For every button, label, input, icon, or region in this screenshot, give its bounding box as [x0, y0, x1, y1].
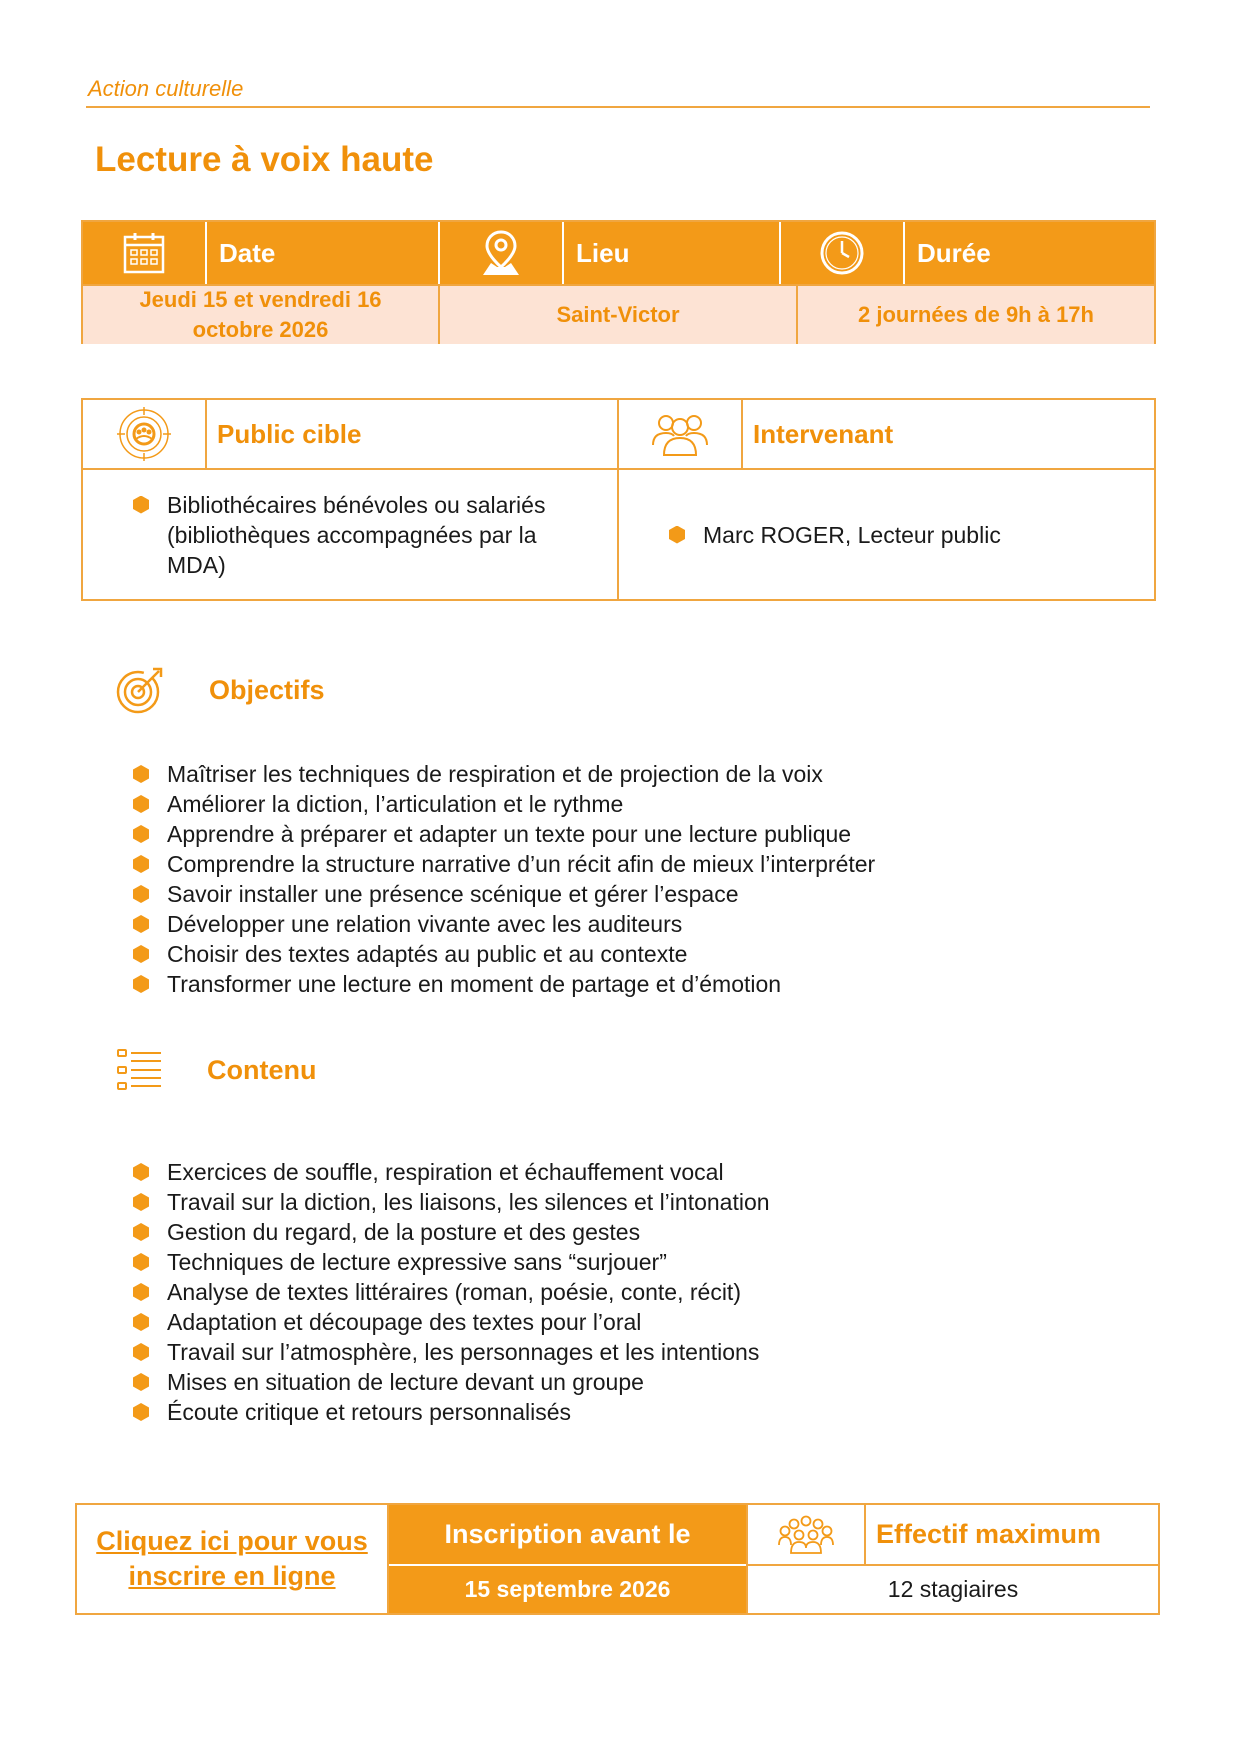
list-item	[133, 939, 875, 969]
hexagon-bullet-icon	[133, 1403, 149, 1421]
registration-link-cell	[77, 1505, 389, 1613]
hexagon-bullet-icon	[133, 496, 149, 514]
duree-value: 2 journées de 9h à 17h	[858, 302, 1094, 327]
hexagon-bullet-icon	[133, 1163, 149, 1181]
date-label: Date	[207, 222, 440, 284]
online-registration-link[interactable]	[96, 1524, 368, 1594]
inscription-deadline-cell	[389, 1505, 746, 1613]
hexagon-bullet-icon	[133, 1223, 149, 1241]
audience-table-body	[83, 470, 1154, 599]
inscription-date: 15 septembre 2026	[464, 1576, 671, 1602]
list-item-text: Choisir des textes adaptés au public et au contexte	[167, 941, 688, 967]
audience-table-header	[83, 400, 1154, 470]
public-cible-line: Bibliothécaires bénévoles ou salariés	[167, 491, 546, 518]
list-item-text: Maîtriser les techniques de respiration et de projection de la voix	[167, 761, 823, 787]
public-cible-line: MDA)	[167, 551, 226, 578]
list-item	[133, 1157, 770, 1187]
hexagon-bullet-icon	[133, 1283, 149, 1301]
header-divider	[86, 106, 1150, 108]
hexagon-bullet-icon	[133, 825, 149, 843]
public-cible-item	[133, 490, 545, 580]
list-item-text: Exercices de souffle, respiration et échauffement vocal	[167, 1159, 724, 1185]
list-item	[133, 1367, 770, 1397]
list-item-text: Adaptation et découpage des textes pour l’oral	[167, 1309, 642, 1335]
hexagon-bullet-icon	[133, 855, 149, 873]
list-item	[133, 789, 875, 819]
crowd-icon	[748, 1505, 866, 1564]
intervenant-cell	[619, 470, 1154, 599]
page-title: Lecture à voix haute	[95, 140, 434, 179]
intervenant-value: Marc ROGER, Lecteur public	[703, 521, 1001, 548]
hexagon-bullet-icon	[133, 1253, 149, 1271]
list-item	[133, 819, 875, 849]
checklist-icon	[117, 1048, 163, 1092]
list-item-text: Transformer une lecture en moment de partage et d’émotion	[167, 971, 782, 997]
list-item	[133, 1247, 770, 1277]
list-item-text: Écoute critique et retours personnalisés	[167, 1399, 571, 1425]
intervenant-item	[669, 520, 1001, 550]
people-group-icon	[619, 400, 743, 468]
lieu-label: Lieu	[564, 222, 781, 284]
objectifs-list	[133, 759, 875, 999]
list-item-text: Travail sur la diction, les liaisons, les silences et l’intonation	[167, 1189, 770, 1215]
registration-table	[75, 1503, 1160, 1615]
hexagon-bullet-icon	[669, 526, 685, 544]
list-item-text: Savoir installer une présence scénique et gérer l’espace	[167, 881, 739, 907]
list-item	[133, 1337, 770, 1367]
date-value-line-2: octobre 2026	[192, 317, 329, 342]
list-item	[133, 1277, 770, 1307]
target-icon	[115, 665, 165, 715]
list-item	[133, 969, 875, 999]
inscription-label: Inscription avant le	[389, 1505, 746, 1566]
objectifs-title: Objectifs	[209, 674, 325, 705]
info-table-values	[83, 284, 1154, 344]
list-item-text: Gestion du regard, de la posture et des gestes	[167, 1219, 641, 1245]
map-pin-icon	[440, 222, 564, 284]
list-item-text: Mises en situation de lecture devant un groupe	[167, 1369, 644, 1395]
list-item	[133, 879, 875, 909]
clock-icon	[781, 222, 905, 284]
hexagon-bullet-icon	[133, 1193, 149, 1211]
date-value	[83, 286, 440, 344]
intervenant-label: Intervenant	[753, 418, 894, 449]
calendar-icon	[83, 222, 207, 284]
effectif-cell	[746, 1505, 1158, 1613]
list-item	[133, 1307, 770, 1337]
hexagon-bullet-icon	[133, 1373, 149, 1391]
list-item-text: Apprendre à préparer et adapter un texte pour une lecture publique	[167, 821, 852, 847]
objectifs-header	[115, 665, 325, 715]
contenu-list	[133, 1157, 770, 1427]
hexagon-bullet-icon	[133, 945, 149, 963]
info-table	[81, 220, 1156, 344]
date-value-line-1: Jeudi 15 et vendredi 16	[139, 287, 382, 312]
public-cible-cell	[83, 470, 619, 599]
link-line-2: inscrire en ligne	[128, 1561, 336, 1591]
info-table-header	[83, 222, 1154, 284]
hexagon-bullet-icon	[133, 975, 149, 993]
hexagon-bullet-icon	[133, 765, 149, 783]
hexagon-bullet-icon	[133, 915, 149, 933]
contenu-header	[117, 1048, 316, 1092]
effectif-label: Effectif maximum	[876, 1519, 1102, 1549]
list-item	[133, 759, 875, 789]
duree-label: Durée	[917, 237, 991, 268]
public-cible-line: (bibliothèques accompagnées par la	[167, 521, 537, 548]
lieu-value: Saint-Victor	[440, 286, 798, 344]
list-item-text: Développer une relation vivante avec les auditeurs	[167, 911, 683, 937]
list-item-text: Comprendre la structure narrative d’un récit afin de mieux l’interpréter	[167, 851, 876, 877]
list-item-text: Techniques de lecture expressive sans “surjouer”	[167, 1249, 667, 1275]
audience-table	[81, 398, 1156, 601]
hexagon-bullet-icon	[133, 885, 149, 903]
list-item	[133, 1217, 770, 1247]
list-item	[133, 849, 875, 879]
hexagon-bullet-icon	[133, 795, 149, 813]
list-item	[133, 1397, 770, 1427]
list-item	[133, 909, 875, 939]
list-item-text: Analyse de textes littéraires (roman, poésie, conte, récit)	[167, 1279, 741, 1305]
category-label: Action culturelle	[88, 76, 244, 101]
target-audience-icon	[83, 400, 207, 468]
public-cible-label: Public cible	[207, 400, 619, 468]
list-item-text: Travail sur l’atmosphère, les personnages et les intentions	[167, 1339, 760, 1365]
list-item	[133, 1187, 770, 1217]
hexagon-bullet-icon	[133, 1343, 149, 1361]
list-item-text: Améliorer la diction, l’articulation et le rythme	[167, 791, 624, 817]
link-line-1: Cliquez ici pour vous	[96, 1526, 368, 1556]
effectif-value: 12 stagiaires	[887, 1576, 1019, 1602]
contenu-title: Contenu	[207, 1054, 317, 1085]
effectif-header	[748, 1505, 1158, 1566]
hexagon-bullet-icon	[133, 1313, 149, 1331]
